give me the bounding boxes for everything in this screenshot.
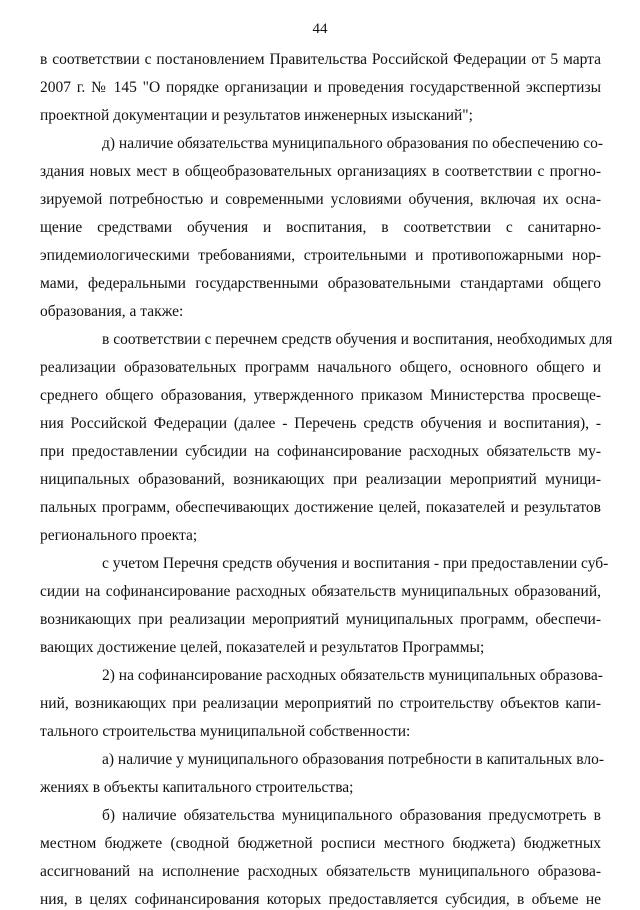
- text-line: зируемой потребностью и современными условиями обучения, включая их осна-: [40, 191, 601, 208]
- text-line: регионального проекта;: [40, 527, 198, 544]
- text-line: эпидемиологическими требованиями, строительными и противопожарными нор-: [40, 247, 601, 264]
- text-line: здания новых мест в общеобразовательных организациях в соответствии с прогно-: [40, 163, 601, 180]
- page-number: 44: [312, 21, 328, 37]
- text-line: пальных программ, обеспечивающих достижение целей, показателей и результатов: [40, 499, 601, 516]
- paragraph-first-line: б) наличие обязательства муниципального образования предусмотреть в: [102, 807, 601, 824]
- text-line: в соответствии с постановлением Правительства Российской Федерации от 5 марта: [40, 51, 601, 68]
- text-line: щение средствами обучения и воспитания, в соответствии с санитарно-: [40, 219, 601, 236]
- text-line: ниципальных образований, возникающих при реализации мероприятий муници-: [40, 471, 601, 488]
- paragraph-first-line: с учетом Перечня средств обучения и воспитания - при предоставлении суб-: [102, 555, 609, 572]
- text-line: ний, возникающих при реализации мероприятий по строительству объектов капи-: [40, 695, 601, 712]
- text-line: ния, в целях софинансирования которых предоставляется субсидия, в объеме не: [40, 891, 601, 908]
- paragraph-first-line: д) наличие обязательства муниципального образования по обеспечению со-: [102, 135, 603, 152]
- text-line: мами, федеральными государственными образовательными стандартами общего: [40, 275, 601, 292]
- paragraph-first-line: в соответствии с перечнем средств обучения и воспитания, необходимых для: [102, 331, 613, 348]
- text-line: при предоставлении субсидии на софинансирование расходных обязательств му-: [40, 443, 601, 460]
- text-line: 2007 г. № 145 "О порядке организации и проведения государственной экспертизы: [40, 79, 601, 96]
- text-line: сидии на софинансирование расходных обязательств муниципальных образований,: [40, 583, 601, 600]
- text-line: ассигнований на исполнение расходных обязательств муниципального образова-: [40, 863, 601, 880]
- paragraph-first-line: а) наличие у муниципального образования потребности в капитальных вло-: [102, 751, 605, 768]
- text-line: реализации образовательных программ начального общего, основного общего и: [40, 359, 601, 376]
- text-line: вающих достижение целей, показателей и результатов Программы;: [40, 639, 485, 656]
- text-line: жениях в объекты капитального строительства;: [40, 779, 354, 796]
- text-line: образования, а также:: [40, 303, 184, 320]
- text-line: среднего общего образования, утвержденного приказом Министерства просвеще-: [40, 387, 601, 404]
- text-line: возникающих при реализации мероприятий муниципальных программ, обеспечи-: [40, 611, 601, 628]
- text-line: проектной документации и результатов инженерных изысканий";: [40, 107, 473, 124]
- paragraph-first-line: 2) на софинансирование расходных обязательств муниципальных образова-: [102, 667, 603, 684]
- text-line: местном бюджете (сводной бюджетной росписи местного бюджета) бюджетных: [40, 835, 601, 852]
- text-line: ния Российской Федерации (далее - Перечень средств обучения и воспитания), -: [40, 415, 601, 432]
- text-line: тального строительства муниципальной собственности:: [40, 723, 411, 740]
